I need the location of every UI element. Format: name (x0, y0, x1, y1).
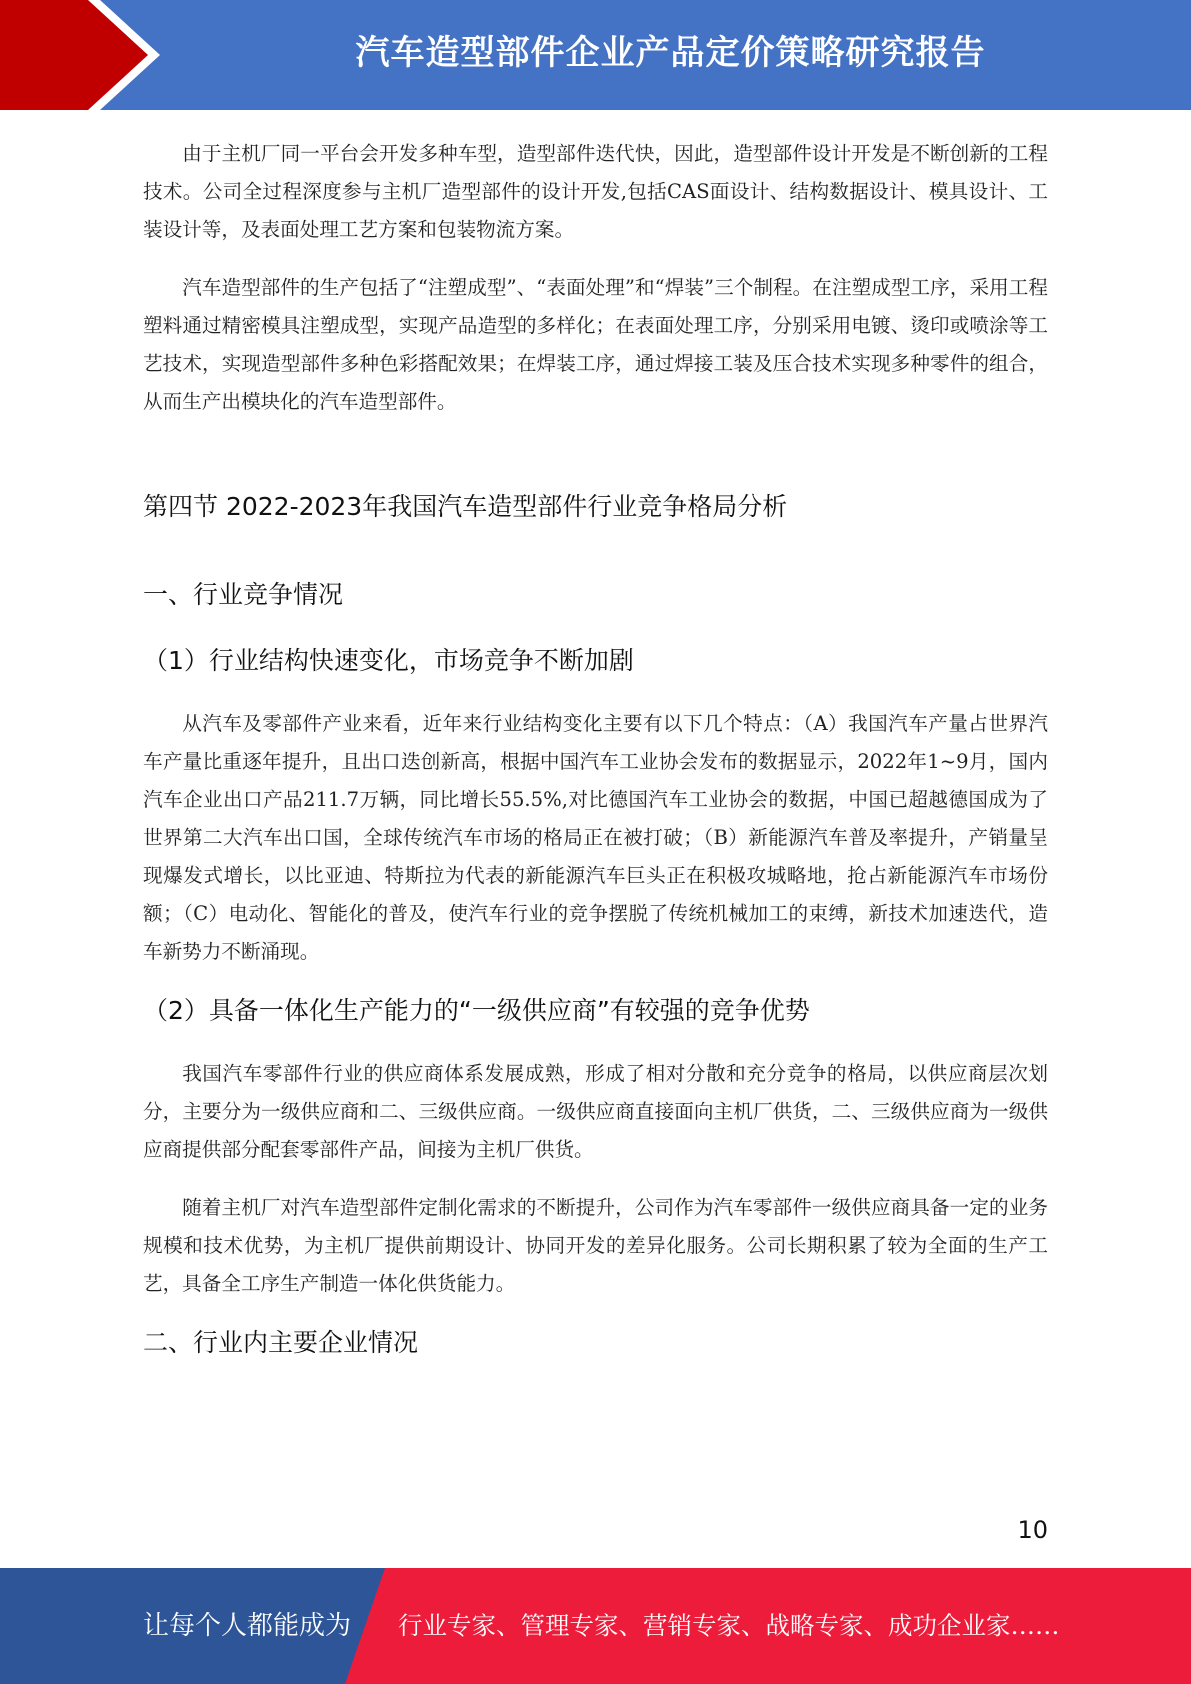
header-banner (0, 0, 1191, 110)
paragraph-company-advantage: 随着主机厂对汽车造型部件定制化需求的不断提升，公司作为汽车零部件一级供应商具备一定的业务规模和技术优势，为主机厂提供前期设计、协同开发的差异化服务。公司长期积累了较为全面的生产工艺，具备全工序生产制造一体化供货能力。 (143, 1196, 1048, 1295)
subheading-tier1-supplier: （2）具备一体化生产能力的“一级供应商”有较强的竞争优势 (143, 996, 810, 1025)
paragraph-industry-structure: 从汽车及零部件产业来看，近年来行业结构变化主要有以下几个特点：（A）我国汽车产量占世界汽车产量比重逐年提升，且出口迭创新高，根据中国汽车工业协会发布的数据显示，2022年1~9月，国内汽车企业出口产品211.7万辆，同比增长55.5%,对比德国汽车工业协会的数据，中国已超越德国成为了世界第二大汽车出口国，全球传统汽车市场的格局正在被打破；（B）新能源汽车普及率提升，产销量呈现爆发式增长，以比亚迪、特斯拉为代表的新能源汽车巨头正在积极攻城略地，抢占新能源汽车市场份额；（C）电动化、智能化的普及，使汽车行业的竞争摆脱了传统机械加工的束缚，新技术加速迭代，造车新势力不断涌现。 (143, 712, 1048, 963)
paragraph-supplier-system: 我国汽车零部件行业的供应商体系发展成熟，形成了相对分散和充分竞争的格局，以供应商层次划分，主要分为一级供应商和二、三级供应商。一级供应商直接面向主机厂供货，二、三级供应商为一级供应商提供部分配套零部件产品，间接为主机厂供货。 (143, 1062, 1048, 1161)
section-heading: 第四节 2022-2023年我国汽车造型部件行业竞争格局分析 (143, 492, 788, 521)
paragraph-production-process: 汽车造型部件的生产包括了“注塑成型”、“表面处理”和“焊装”三个制程。在注塑成型工序，采用工程塑料通过精密模具注塑成型，实现产品造型的多样化；在表面处理工序，分别采用电镀、烫印或喷涂等工艺技术，实现造型部件多种色彩搭配效果；在焊装工序，通过焊接工装及压合技术实现多种零件的组合，从而生产出模块化的汽车造型部件。 (143, 276, 1048, 413)
page-content (143, 135, 1048, 1363)
footer-slogan-right: 行业专家、管理专家、营销专家、战略专家、成功企业家…… (398, 1611, 1060, 1640)
report-title: 汽车造型部件企业产品定价策略研究报告 (355, 33, 986, 73)
header-red-arrow (0, 0, 150, 110)
footer-banner (0, 1568, 1191, 1684)
page-number: 10 (1017, 1516, 1048, 1544)
footer-slogan-left: 让每个人都能成为 (143, 1611, 352, 1641)
paragraph-design-development: 由于主机厂同一平台会开发多种车型，造型部件迭代快，因此，造型部件设计开发是不断创新的工程技术。公司全过程深度参与主机厂造型部件的设计开发,包括CAS面设计、结构数据设计、模具设计、工装设计等，及表面处理工艺方案和包装物流方案。 (143, 142, 1048, 241)
heading-major-companies: 二、行业内主要企业情况 (143, 1328, 419, 1357)
heading-industry-competition: 一、行业竞争情况 (143, 580, 344, 609)
subheading-structure-change: （1）行业结构快速变化，市场竞争不断加剧 (143, 646, 634, 675)
